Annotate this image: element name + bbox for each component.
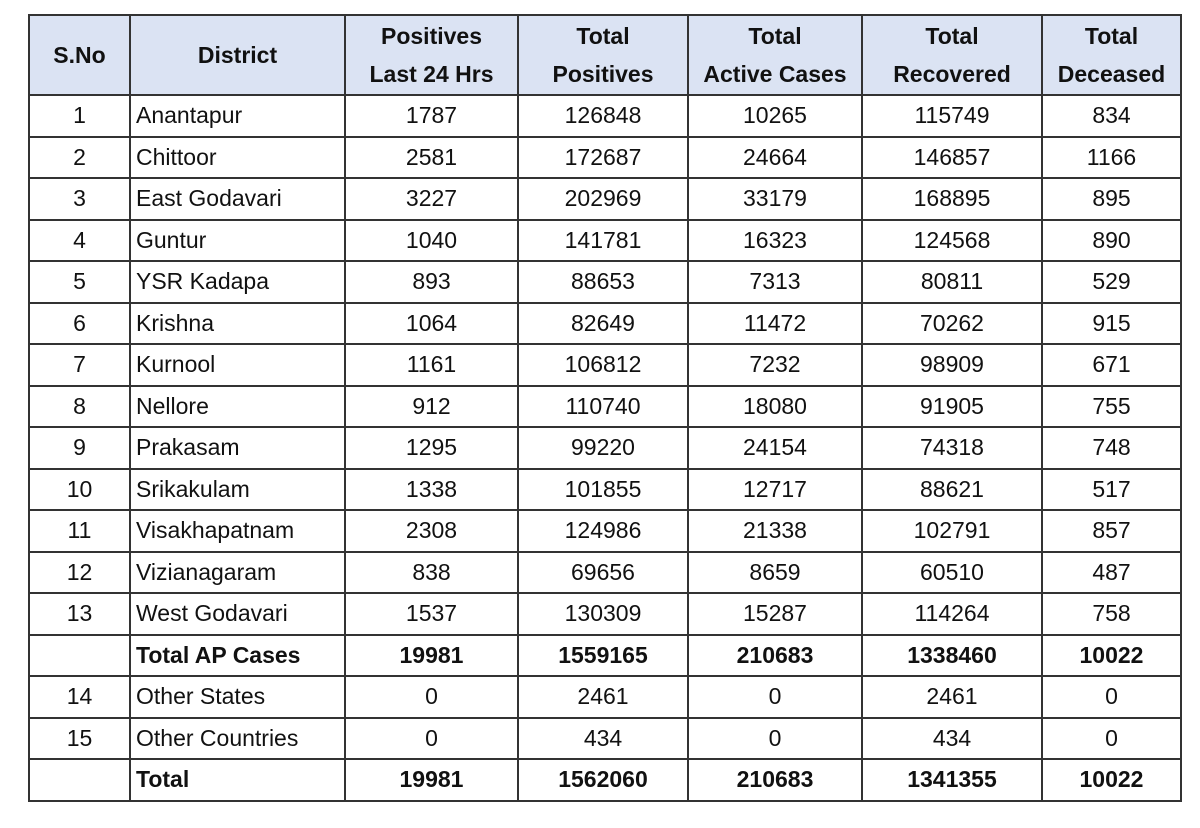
cell-total-active-cases: 21338 <box>688 510 862 552</box>
cell-sno: 2 <box>29 137 130 179</box>
header-positives-last-24-hrs <box>345 15 518 95</box>
cell-total-recovered: 74318 <box>862 427 1042 469</box>
cell-total-positives: 69656 <box>518 552 688 594</box>
cell-positives-last-24-hrs: 3227 <box>345 178 518 220</box>
cell-total-active-cases: 16323 <box>688 220 862 262</box>
cell-total-deceased: 10022 <box>1042 759 1181 801</box>
header-total-active-cases <box>688 15 862 95</box>
cell-total-active-cases: 7232 <box>688 344 862 386</box>
table-row <box>29 220 1181 262</box>
header-row <box>29 15 1181 95</box>
table-row <box>29 137 1181 179</box>
cell-total-deceased: 517 <box>1042 469 1181 511</box>
cell-total-deceased: 834 <box>1042 95 1181 137</box>
header-district: District <box>130 15 345 95</box>
cell-positives-last-24-hrs: 1295 <box>345 427 518 469</box>
cell-positives-last-24-hrs: 2308 <box>345 510 518 552</box>
cell-district: Anantapur <box>130 95 345 137</box>
header-line: Total <box>576 23 630 49</box>
cell-positives-last-24-hrs: 0 <box>345 676 518 718</box>
header-line: Total <box>748 23 802 49</box>
cell-sno: 5 <box>29 261 130 303</box>
covid-cases-table-container <box>28 14 1180 802</box>
cell-total-positives: 202969 <box>518 178 688 220</box>
cell-total-active-cases: 210683 <box>688 759 862 801</box>
cell-sno: 8 <box>29 386 130 428</box>
header-total-deceased <box>1042 15 1181 95</box>
cell-total-active-cases: 0 <box>688 676 862 718</box>
cell-total-deceased: 0 <box>1042 676 1181 718</box>
cell-total-active-cases: 24154 <box>688 427 862 469</box>
table-body <box>29 95 1181 801</box>
cell-district: Total <box>130 759 345 801</box>
cell-total-deceased: 890 <box>1042 220 1181 262</box>
cell-sno: 3 <box>29 178 130 220</box>
cell-positives-last-24-hrs: 893 <box>345 261 518 303</box>
table-row <box>29 386 1181 428</box>
cell-total-positives: 1559165 <box>518 635 688 677</box>
header-total-positives <box>518 15 688 95</box>
cell-sno: 1 <box>29 95 130 137</box>
cell-district: Total AP Cases <box>130 635 345 677</box>
table-row <box>29 718 1181 760</box>
cell-sno: 7 <box>29 344 130 386</box>
cell-positives-last-24-hrs: 2581 <box>345 137 518 179</box>
cell-total-positives: 130309 <box>518 593 688 635</box>
cell-total-positives: 1562060 <box>518 759 688 801</box>
cell-district: Chittoor <box>130 137 345 179</box>
cell-district: Nellore <box>130 386 345 428</box>
cell-total-recovered: 114264 <box>862 593 1042 635</box>
cell-total-deceased: 487 <box>1042 552 1181 594</box>
cell-positives-last-24-hrs: 1338 <box>345 469 518 511</box>
cell-district: Vizianagaram <box>130 552 345 594</box>
table-row <box>29 676 1181 718</box>
header-line: Total <box>1084 23 1139 49</box>
cell-positives-last-24-hrs: 19981 <box>345 759 518 801</box>
header-line: Last 24 Hrs <box>369 61 494 87</box>
cell-total-recovered: 88621 <box>862 469 1042 511</box>
cell-total-active-cases: 10265 <box>688 95 862 137</box>
cell-sno: 12 <box>29 552 130 594</box>
table-row <box>29 344 1181 386</box>
table-row <box>29 303 1181 345</box>
cell-total-deceased: 748 <box>1042 427 1181 469</box>
cell-sno: 13 <box>29 593 130 635</box>
cell-total-active-cases: 33179 <box>688 178 862 220</box>
cell-total-recovered: 115749 <box>862 95 1042 137</box>
header-line: Positives <box>381 23 482 49</box>
cell-total-recovered: 1341355 <box>862 759 1042 801</box>
table-row <box>29 427 1181 469</box>
cell-district: Prakasam <box>130 427 345 469</box>
cell-positives-last-24-hrs: 1161 <box>345 344 518 386</box>
table-row <box>29 261 1181 303</box>
cell-total-recovered: 80811 <box>862 261 1042 303</box>
cell-total-positives: 82649 <box>518 303 688 345</box>
cell-total-recovered: 1338460 <box>862 635 1042 677</box>
cell-sno: 9 <box>29 427 130 469</box>
cell-sno: 4 <box>29 220 130 262</box>
cell-total-recovered: 70262 <box>862 303 1042 345</box>
cell-total-positives: 88653 <box>518 261 688 303</box>
cell-positives-last-24-hrs: 19981 <box>345 635 518 677</box>
cell-district: Guntur <box>130 220 345 262</box>
header-total-recovered <box>862 15 1042 95</box>
cell-total-active-cases: 0 <box>688 718 862 760</box>
cell-positives-last-24-hrs: 912 <box>345 386 518 428</box>
cell-total-positives: 124986 <box>518 510 688 552</box>
cell-total-recovered: 2461 <box>862 676 1042 718</box>
cell-total-positives: 101855 <box>518 469 688 511</box>
cell-total-active-cases: 7313 <box>688 261 862 303</box>
cell-district: West Godavari <box>130 593 345 635</box>
cell-total-recovered: 91905 <box>862 386 1042 428</box>
table-total-row <box>29 759 1181 801</box>
cell-total-active-cases: 210683 <box>688 635 862 677</box>
cell-positives-last-24-hrs: 1787 <box>345 95 518 137</box>
cell-total-recovered: 98909 <box>862 344 1042 386</box>
cell-district: Srikakulam <box>130 469 345 511</box>
cell-total-positives: 434 <box>518 718 688 760</box>
cell-positives-last-24-hrs: 1064 <box>345 303 518 345</box>
cell-total-positives: 99220 <box>518 427 688 469</box>
cell-sno: 10 <box>29 469 130 511</box>
cell-total-recovered: 60510 <box>862 552 1042 594</box>
cell-district: YSR Kadapa <box>130 261 345 303</box>
cell-positives-last-24-hrs: 838 <box>345 552 518 594</box>
cell-total-positives: 126848 <box>518 95 688 137</box>
cell-total-active-cases: 8659 <box>688 552 862 594</box>
cell-total-recovered: 146857 <box>862 137 1042 179</box>
cell-district: Other States <box>130 676 345 718</box>
cell-total-deceased: 857 <box>1042 510 1181 552</box>
cell-total-recovered: 434 <box>862 718 1042 760</box>
cell-district: East Godavari <box>130 178 345 220</box>
cell-total-positives: 141781 <box>518 220 688 262</box>
table-total-row <box>29 635 1181 677</box>
cell-total-deceased: 758 <box>1042 593 1181 635</box>
cell-total-active-cases: 11472 <box>688 303 862 345</box>
header-line: Positives <box>552 61 654 87</box>
cell-total-deceased: 1166 <box>1042 137 1181 179</box>
table-header <box>29 15 1181 95</box>
table-row <box>29 593 1181 635</box>
cell-positives-last-24-hrs: 0 <box>345 718 518 760</box>
cell-district: Krishna <box>130 303 345 345</box>
header-line: Active Cases <box>703 61 847 87</box>
cell-total-recovered: 168895 <box>862 178 1042 220</box>
cell-sno: 15 <box>29 718 130 760</box>
cell-total-positives: 106812 <box>518 344 688 386</box>
cell-total-positives: 2461 <box>518 676 688 718</box>
cell-positives-last-24-hrs: 1040 <box>345 220 518 262</box>
cell-sno: 6 <box>29 303 130 345</box>
cell-total-positives: 172687 <box>518 137 688 179</box>
header-line: Recovered <box>893 61 1011 87</box>
cell-total-active-cases: 12717 <box>688 469 862 511</box>
cell-district: Visakhapatnam <box>130 510 345 552</box>
table-row <box>29 469 1181 511</box>
cell-district: Kurnool <box>130 344 345 386</box>
cell-positives-last-24-hrs: 1537 <box>345 593 518 635</box>
cell-total-recovered: 102791 <box>862 510 1042 552</box>
header-sno: S.No <box>29 15 130 95</box>
table-row <box>29 552 1181 594</box>
cell-total-deceased: 529 <box>1042 261 1181 303</box>
header-line: Total <box>925 23 979 49</box>
cell-total-active-cases: 24664 <box>688 137 862 179</box>
cell-sno <box>29 635 130 677</box>
cell-district: Other Countries <box>130 718 345 760</box>
cell-total-deceased: 0 <box>1042 718 1181 760</box>
header-line: Deceased <box>1057 61 1166 87</box>
cell-total-deceased: 915 <box>1042 303 1181 345</box>
cell-total-active-cases: 15287 <box>688 593 862 635</box>
cell-total-positives: 110740 <box>518 386 688 428</box>
table-row <box>29 95 1181 137</box>
cell-total-recovered: 124568 <box>862 220 1042 262</box>
cell-total-deceased: 755 <box>1042 386 1181 428</box>
cell-sno: 14 <box>29 676 130 718</box>
cell-sno: 11 <box>29 510 130 552</box>
cell-total-deceased: 671 <box>1042 344 1181 386</box>
cell-total-deceased: 895 <box>1042 178 1181 220</box>
cell-total-active-cases: 18080 <box>688 386 862 428</box>
table-row <box>29 510 1181 552</box>
cell-total-deceased: 10022 <box>1042 635 1181 677</box>
cell-sno <box>29 759 130 801</box>
covid-cases-table <box>28 14 1182 802</box>
table-row <box>29 178 1181 220</box>
